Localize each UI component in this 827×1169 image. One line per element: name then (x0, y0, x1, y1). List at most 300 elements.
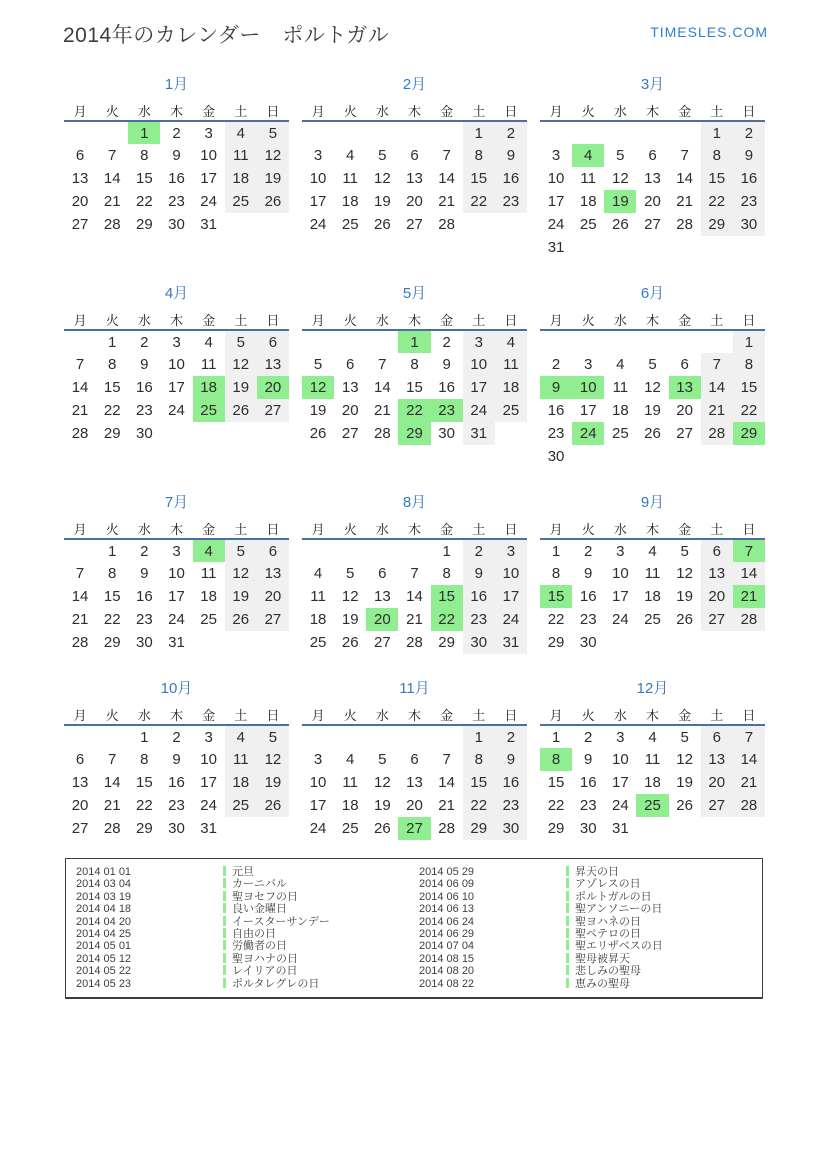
legend-holiday-name: 聖ペテロの日 (575, 928, 641, 941)
empty-day-cell (334, 725, 366, 748)
weekday-label: 水 (366, 519, 398, 539)
calendar-day: 15 (406, 379, 423, 396)
calendar-day: 5 (225, 330, 257, 353)
calendar-day: 3 (172, 542, 181, 560)
legend-holiday-name: 聖ヨハナの日 (232, 952, 298, 965)
calendar-day: 4 (648, 542, 657, 560)
calendar-day: 30 (168, 820, 185, 837)
calendar-day: 6 (680, 356, 689, 373)
weekday-label: 月 (64, 519, 96, 539)
calendar-day: 10 (495, 562, 527, 585)
weekday-label: 水 (604, 101, 636, 121)
calendar-day: 15 (701, 167, 733, 190)
calendar-day: 17 (547, 193, 565, 210)
calendar-day: 16 (579, 588, 597, 605)
calendar-day: 2 (584, 728, 593, 746)
holiday-swatch-icon (223, 903, 226, 913)
weekday-label: 月 (540, 519, 572, 539)
calendar-day: 19 (225, 376, 257, 399)
calendar-day: 1 (108, 333, 117, 351)
empty-day-cell (669, 445, 701, 468)
calendar-day: 1 (551, 728, 561, 746)
empty-day-cell (431, 725, 463, 748)
empty-day-cell (366, 121, 398, 144)
legend-date: 2014 06 10 (419, 890, 475, 903)
legend-holiday-name: 聖母被昇天 (575, 952, 630, 965)
calendar-day: 19 (676, 774, 693, 791)
holiday-swatch-icon (223, 891, 226, 901)
calendar-day: 7 (75, 356, 85, 373)
legend-date: 2014 04 18 (76, 903, 132, 916)
legend-date: 2014 05 01 (76, 940, 132, 953)
calendar-day: 26 (225, 399, 257, 422)
calendar-day: 26 (612, 216, 629, 233)
calendar-day: 29 (136, 820, 153, 837)
calendar-day: 2 (495, 725, 527, 748)
calendar-day: 30 (438, 425, 455, 442)
legend-entry (223, 878, 419, 890)
empty-day-cell (64, 725, 96, 748)
calendar-day: 26 (676, 611, 693, 628)
calendar-day: 10 (612, 751, 629, 768)
calendar-day: 14 (733, 748, 765, 771)
calendar-day: 31 (612, 820, 629, 837)
empty-day-cell (669, 236, 701, 259)
empty-day-cell (96, 121, 128, 144)
weekday-label: 水 (604, 705, 636, 725)
calendar-day: 25 (579, 216, 597, 233)
weekday-label: 日 (257, 705, 289, 725)
weekday-label: 月 (540, 705, 572, 725)
calendar-day: 10 (612, 565, 629, 582)
calendar-day: 17 (200, 170, 217, 187)
calendar-day: 27 (676, 425, 693, 442)
weekday-label: 水 (366, 310, 398, 330)
calendar-day: 22 (701, 190, 733, 213)
calendar-day: 28 (71, 634, 89, 651)
empty-day-cell (572, 121, 604, 144)
calendar-day: 19 (309, 402, 327, 419)
calendar-day: 15 (547, 774, 565, 791)
legend-entry (223, 903, 419, 915)
calendar-day: 8 (410, 356, 419, 373)
holiday-swatch-icon (566, 903, 569, 913)
holiday-swatch-icon (566, 928, 569, 938)
calendar-day: 18 (225, 771, 257, 794)
calendar-day: 22 (103, 611, 121, 628)
months-grid (64, 75, 827, 840)
calendar-day: 13 (406, 170, 423, 187)
calendar-day: 21 (733, 771, 765, 794)
weekday-label: 金 (669, 310, 701, 330)
weekday-label: 土 (225, 519, 257, 539)
weekday-label: 火 (572, 310, 604, 330)
month-title: 11月 (399, 680, 430, 697)
calendar-day: 23 (136, 611, 153, 628)
calendar-day: 8 (108, 356, 117, 373)
calendar-day: 8 (140, 751, 149, 768)
month-title: 6月 (640, 285, 665, 302)
empty-day-cell (733, 631, 765, 654)
empty-day-cell (636, 631, 668, 654)
weekday-label: 水 (128, 705, 160, 725)
calendar-day: 2 (140, 333, 149, 351)
calendar-day: 18 (193, 376, 225, 399)
calendar-day: 8 (108, 565, 117, 582)
page-title: 2014年のカレンダー ポルトガル (63, 24, 390, 47)
calendar-day: 14 (406, 588, 423, 605)
weekday-label: 土 (701, 519, 733, 539)
calendar-day: 10 (200, 147, 217, 164)
calendar-day: 9 (463, 562, 495, 585)
calendar-day: 20 (644, 193, 661, 210)
legend-entry (566, 940, 762, 952)
calendar-day: 29 (398, 422, 430, 445)
calendar-day: 12 (676, 565, 693, 582)
empty-day-cell (636, 330, 668, 353)
calendar-day: 14 (676, 170, 693, 187)
calendar-day: 16 (579, 774, 597, 791)
weekday-label: 日 (257, 101, 289, 121)
calendar-day: 5 (257, 725, 289, 748)
calendar-day: 17 (309, 193, 327, 210)
calendar-day: 26 (225, 608, 257, 631)
empty-day-cell (540, 330, 572, 353)
legend-entry (566, 916, 762, 928)
empty-day-cell (302, 330, 334, 353)
calendar-day: 11 (342, 774, 358, 791)
calendar-day: 27 (257, 608, 289, 631)
calendar-day: 1 (108, 542, 117, 560)
calendar-day: 30 (733, 213, 765, 236)
weekday-label: 木 (636, 519, 668, 539)
weekday-label: 月 (64, 101, 96, 121)
calendar-day: 29 (733, 422, 765, 445)
calendar-day: 15 (103, 588, 121, 605)
calendar-day: 26 (374, 820, 391, 837)
calendar-day: 11 (225, 144, 257, 167)
calendar-day: 15 (431, 585, 463, 608)
weekday-label: 日 (733, 519, 765, 539)
legend-entry (223, 916, 419, 928)
empty-day-cell (463, 213, 495, 236)
empty-day-cell (431, 121, 463, 144)
calendar-day: 4 (616, 356, 625, 373)
month-calendar (540, 284, 765, 468)
calendar-day: 23 (579, 797, 597, 814)
empty-day-cell (733, 817, 765, 840)
empty-day-cell (257, 213, 289, 236)
calendar-day: 6 (378, 565, 387, 582)
legend-holiday-name: 聖ヨセフの日 (232, 890, 298, 903)
calendar-day: 13 (406, 774, 423, 791)
calendar-day: 11 (580, 170, 596, 187)
calendar-day: 7 (75, 565, 85, 582)
calendar-day: 28 (733, 794, 765, 817)
calendar-day: 15 (103, 379, 121, 396)
calendar-day: 21 (438, 797, 455, 814)
month-title: 4月 (164, 285, 189, 302)
calendar-day: 24 (309, 820, 327, 837)
calendar-day: 10 (463, 353, 495, 376)
month-title: 5月 (402, 285, 427, 302)
holiday-swatch-icon (566, 878, 569, 888)
calendar-day: 5 (313, 356, 323, 373)
weekday-label: 金 (431, 519, 463, 539)
calendar-day: 16 (547, 402, 565, 419)
calendar-day: 21 (676, 193, 693, 210)
month-title: 7月 (164, 494, 189, 511)
calendar-day: 12 (612, 170, 629, 187)
legend-entry (566, 891, 762, 903)
calendar-day: 7 (733, 725, 765, 748)
calendar-day: 25 (341, 820, 359, 837)
calendar-day: 22 (431, 608, 463, 631)
empty-day-cell (398, 121, 430, 144)
calendar-day: 16 (495, 167, 527, 190)
site-logo-link[interactable]: TIMESLES.COM (650, 24, 768, 40)
calendar-day: 4 (495, 330, 527, 353)
weekday-label: 日 (733, 310, 765, 330)
calendar-day: 3 (463, 330, 495, 353)
calendar-day: 22 (103, 402, 121, 419)
calendar-day: 7 (733, 539, 765, 562)
calendar-day: 30 (579, 820, 597, 837)
calendar-day: 18 (341, 797, 359, 814)
legend-date: 2014 08 20 (419, 965, 475, 978)
calendar-day: 24 (612, 797, 629, 814)
calendar-day: 24 (200, 797, 217, 814)
calendar-day: 10 (168, 356, 185, 373)
calendar-day: 8 (551, 565, 561, 582)
calendar-day: 30 (136, 425, 153, 442)
calendar-day: 14 (103, 774, 121, 791)
calendar-day: 13 (701, 562, 733, 585)
calendar-day: 14 (438, 170, 455, 187)
holiday-swatch-icon (223, 866, 226, 876)
weekday-label: 金 (193, 101, 225, 121)
legend-entry (566, 878, 762, 890)
weekday-label: 月 (302, 310, 334, 330)
calendar-day: 8 (463, 144, 495, 167)
calendar-day: 13 (71, 774, 89, 791)
calendar-day: 3 (495, 539, 527, 562)
calendar-day: 4 (346, 147, 355, 164)
calendar-day: 14 (103, 170, 121, 187)
calendar-day: 21 (438, 193, 455, 210)
empty-day-cell (636, 445, 668, 468)
calendar-day: 25 (644, 611, 661, 628)
calendar-day: 18 (225, 167, 257, 190)
calendar-day: 5 (225, 539, 257, 562)
weekday-label: 土 (463, 705, 495, 725)
empty-day-cell (669, 330, 701, 353)
weekday-label: 月 (64, 310, 96, 330)
calendar-day: 18 (309, 611, 327, 628)
calendar-day: 17 (612, 774, 629, 791)
calendar-day: 9 (584, 751, 593, 768)
calendar-day: 1 (701, 121, 733, 144)
calendar-day: 20 (676, 402, 693, 419)
legend-entry (566, 903, 762, 915)
empty-day-cell (398, 725, 430, 748)
calendar-day: 5 (257, 121, 289, 144)
month-title: 1月 (164, 76, 189, 93)
calendar-day: 16 (136, 588, 153, 605)
calendar-day: 12 (374, 774, 391, 791)
empty-day-cell (366, 330, 398, 353)
calendar-day: 6 (75, 147, 85, 164)
calendar-day: 2 (442, 333, 451, 351)
calendar-day: 13 (341, 379, 359, 396)
calendar-day: 20 (701, 585, 733, 608)
calendar-day: 28 (71, 425, 89, 442)
empty-day-cell (540, 121, 572, 144)
calendar-day: 10 (572, 376, 604, 399)
holiday-swatch-icon (566, 953, 569, 963)
empty-day-cell (669, 817, 701, 840)
calendar-day: 20 (257, 585, 289, 608)
calendar-day: 18 (644, 588, 661, 605)
calendar-day: 11 (200, 565, 217, 582)
legend-date: 2014 06 24 (419, 915, 475, 928)
calendar-day: 13 (669, 376, 701, 399)
empty-day-cell (225, 631, 257, 654)
calendar-day: 28 (374, 425, 391, 442)
empty-day-cell (636, 817, 668, 840)
calendar-day: 29 (103, 634, 121, 651)
calendar-day: 20 (71, 797, 89, 814)
calendar-day: 19 (341, 611, 359, 628)
weekday-label: 水 (366, 101, 398, 121)
calendar-day: 20 (406, 797, 423, 814)
calendar-day: 26 (257, 794, 289, 817)
weekday-label: 日 (257, 310, 289, 330)
calendar-day: 6 (410, 751, 419, 768)
calendar-day: 23 (733, 190, 765, 213)
calendar-day: 1 (140, 728, 149, 746)
calendar-day: 16 (168, 170, 185, 187)
weekday-label: 水 (128, 101, 160, 121)
calendar-day: 25 (225, 794, 257, 817)
calendar-day: 13 (71, 170, 89, 187)
calendar-day: 11 (200, 356, 217, 373)
calendar-day: 29 (136, 216, 153, 233)
calendar-day: 1 (733, 330, 765, 353)
empty-day-cell (733, 236, 765, 259)
weekday-label: 木 (636, 705, 668, 725)
calendar-day: 2 (495, 121, 527, 144)
calendar-day: 4 (313, 565, 323, 582)
weekday-label: 土 (463, 101, 495, 121)
calendar-day: 21 (71, 611, 89, 628)
empty-day-cell (193, 631, 225, 654)
weekday-label: 金 (193, 705, 225, 725)
weekday-label: 土 (701, 101, 733, 121)
legend-entry (566, 965, 762, 977)
calendar-day: 28 (701, 422, 733, 445)
empty-day-cell (701, 445, 733, 468)
holiday-swatch-icon (566, 916, 569, 926)
calendar-day: 15 (540, 585, 572, 608)
weekday-label: 火 (96, 519, 128, 539)
empty-day-cell (64, 539, 96, 562)
calendar-day: 14 (71, 588, 89, 605)
calendar-day: 8 (701, 144, 733, 167)
calendar-day: 15 (463, 167, 495, 190)
calendar-day: 27 (701, 608, 733, 631)
calendar-day: 7 (108, 147, 117, 164)
calendar-day: 26 (644, 425, 661, 442)
calendar-day: 16 (168, 774, 185, 791)
calendar-day: 7 (680, 147, 689, 164)
empty-day-cell (733, 445, 765, 468)
legend-date: 2014 04 25 (76, 928, 132, 941)
calendar-day: 29 (547, 820, 565, 837)
legend-date: 2014 05 12 (76, 952, 132, 965)
calendar-day: 3 (616, 542, 625, 560)
weekday-label: 日 (495, 101, 527, 121)
weekday-label: 金 (431, 101, 463, 121)
calendar-day: 11 (310, 588, 326, 605)
calendar-day: 22 (733, 399, 765, 422)
calendar-day: 23 (168, 193, 185, 210)
calendar-day: 11 (225, 748, 257, 771)
calendar-day: 16 (136, 379, 153, 396)
calendar-day: 3 (204, 124, 213, 142)
calendar-day: 23 (431, 399, 463, 422)
weekday-label: 土 (463, 310, 495, 330)
legend-entry (223, 965, 419, 977)
empty-day-cell (225, 213, 257, 236)
calendar-day: 27 (71, 216, 89, 233)
month-calendar (302, 284, 527, 468)
weekday-label: 木 (160, 519, 192, 539)
calendar-day: 21 (701, 399, 733, 422)
empty-day-cell (334, 539, 366, 562)
calendar-day: 2 (733, 121, 765, 144)
calendar-day: 1 (551, 542, 561, 560)
calendar-day: 13 (257, 353, 289, 376)
calendar-day: 27 (406, 216, 423, 233)
calendar-day: 17 (495, 585, 527, 608)
calendar-day: 3 (172, 333, 181, 351)
calendar-day: 16 (463, 585, 495, 608)
month-title: 3月 (640, 76, 665, 93)
weekday-label: 木 (398, 705, 430, 725)
weekday-label: 火 (334, 705, 366, 725)
holiday-swatch-icon (223, 965, 226, 975)
calendar-day: 22 (136, 797, 153, 814)
calendar-day: 31 (495, 631, 527, 654)
weekday-label: 日 (733, 101, 765, 121)
empty-day-cell (701, 817, 733, 840)
calendar-day: 12 (644, 379, 661, 396)
calendar-day: 31 (463, 422, 495, 445)
legend-grid (76, 866, 762, 990)
calendar-day: 26 (374, 216, 391, 233)
calendar-day: 5 (378, 147, 387, 164)
calendar-day: 12 (257, 748, 289, 771)
calendar-day: 16 (495, 771, 527, 794)
holiday-swatch-icon (566, 866, 569, 876)
calendar-day: 15 (733, 376, 765, 399)
calendar-day: 16 (733, 167, 765, 190)
empty-day-cell (572, 445, 604, 468)
calendar-day: 5 (680, 542, 689, 560)
month-calendar (64, 75, 289, 259)
weekday-label: 水 (128, 519, 160, 539)
